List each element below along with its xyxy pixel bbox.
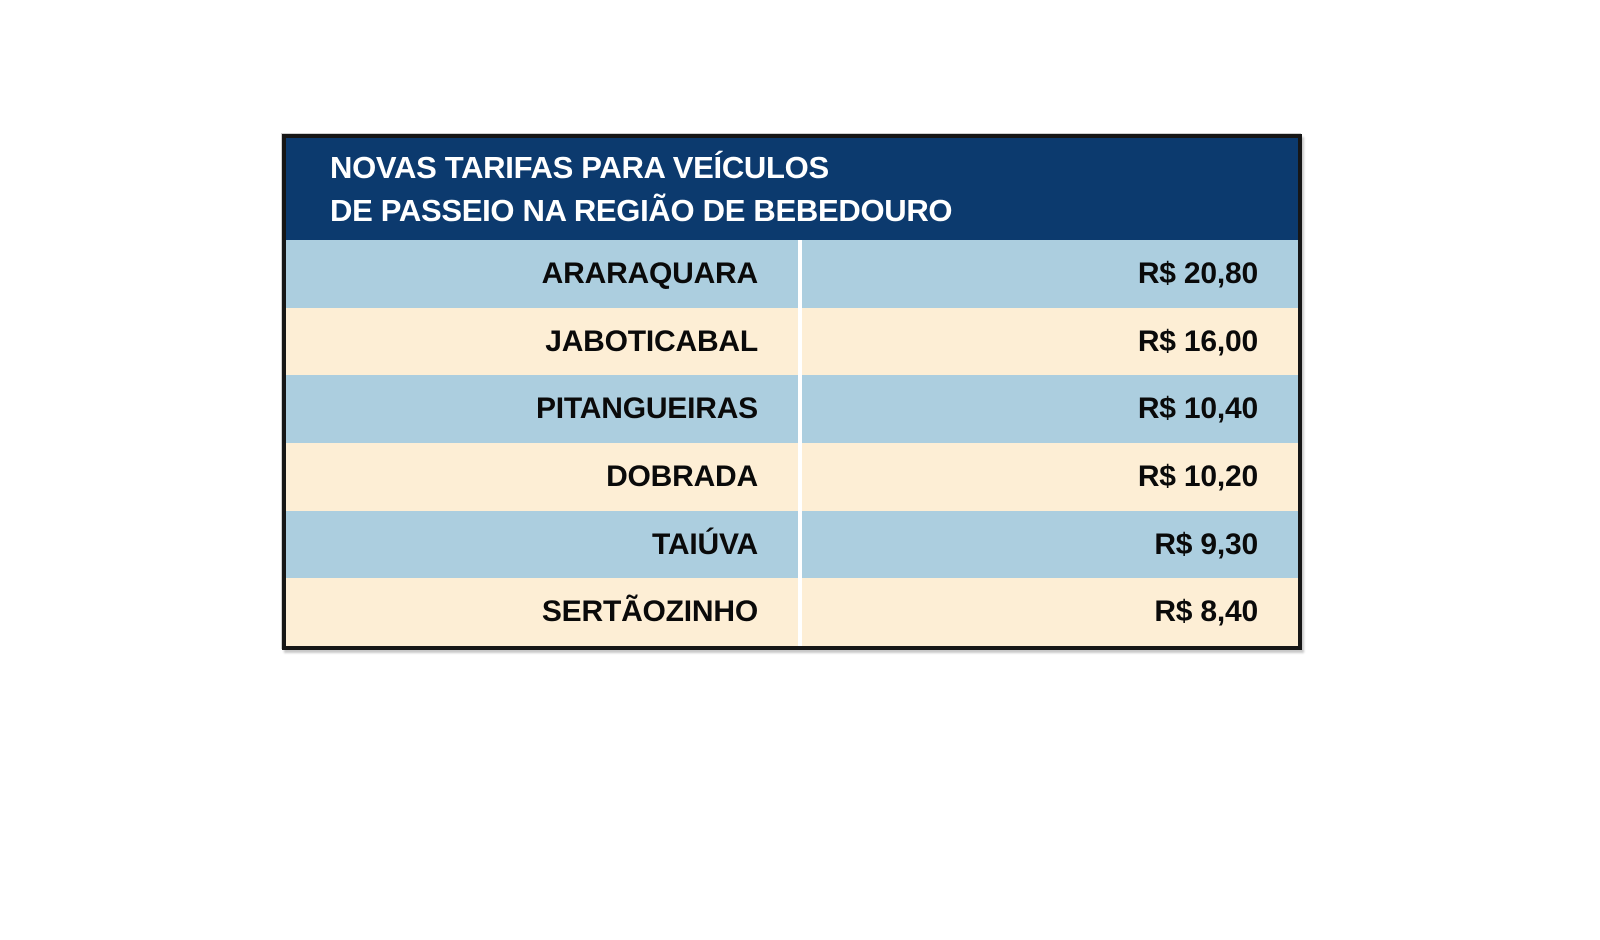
table-row xyxy=(286,511,1298,579)
table-header xyxy=(286,138,1298,240)
city-cell: TAIÚVA xyxy=(651,527,758,561)
table-row xyxy=(286,240,1298,308)
table-title-line1: NOVAS TARIFAS PARA VEÍCULOS xyxy=(330,150,829,185)
city-cell: ARARAQUARA xyxy=(541,256,758,290)
table-row xyxy=(286,578,1298,646)
price-cell: R$ 8,40 xyxy=(798,578,1298,646)
city-cell: JABOTICABAL xyxy=(545,324,758,358)
table-title-line2: DE PASSEIO NA REGIÃO DE BEBEDOURO xyxy=(330,193,953,228)
price-cell: R$ 16,00 xyxy=(798,308,1298,376)
price-cell: R$ 20,80 xyxy=(798,240,1298,308)
table-row xyxy=(286,375,1298,443)
table-row xyxy=(286,443,1298,511)
city-cell: DOBRADA xyxy=(606,459,758,493)
price-cell: R$ 10,40 xyxy=(798,375,1298,443)
price-cell: R$ 9,30 xyxy=(798,511,1298,579)
city-cell: PITANGUEIRAS xyxy=(535,392,758,426)
city-cell: SERTÃOZINHO xyxy=(541,595,758,629)
price-cell: R$ 10,20 xyxy=(798,443,1298,511)
tariff-table xyxy=(282,134,1302,650)
table-row xyxy=(286,308,1298,376)
table-rows xyxy=(286,240,1298,646)
